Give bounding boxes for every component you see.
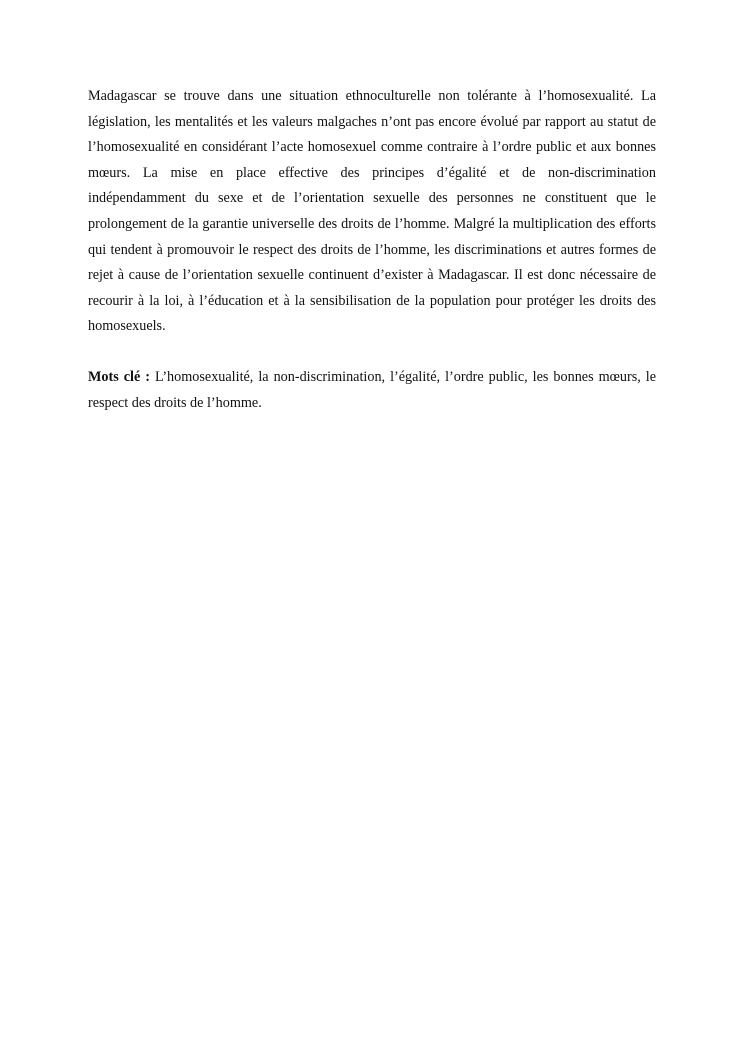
keywords-paragraph	[88, 365, 656, 416]
keywords-text: L’homosexualité, la non-discrimination, l’égalité, l’ordre public, les bonnes mœurs, le respect des droits de l’homme.	[88, 368, 656, 411]
keywords-label: Mots clé :	[88, 368, 150, 385]
abstract-paragraph: Madagascar se trouve dans une situation ethnoculturelle non tolérante à l’homosexualité. La législation, les mentalités et les valeurs malgaches n’ont pas encore évolué par rapport au statut de l’homosexualité en considérant l’acte homosexuel comme contraire à l’ordre public et aux bonnes mœurs. La mise en place effective des principes d’égalité et de non-discrimination indépendamment du sexe et de l’orientation sexuelle des personnes ne constituent que le prolongement de la garantie universelle des droits de l’homme. Malgré la multiplication des efforts qui tendent à promouvoir le respect des droits de l’homme, les discriminations et autres formes de rejet à cause de l’orientation sexuelle continuent d’exister à Madagascar. Il est donc nécessaire de recourir à la loi, à l’éducation et à la sensibilisation de la population pour protéger les droits des homosexuels.	[88, 88, 656, 335]
abstract-section	[88, 84, 656, 416]
